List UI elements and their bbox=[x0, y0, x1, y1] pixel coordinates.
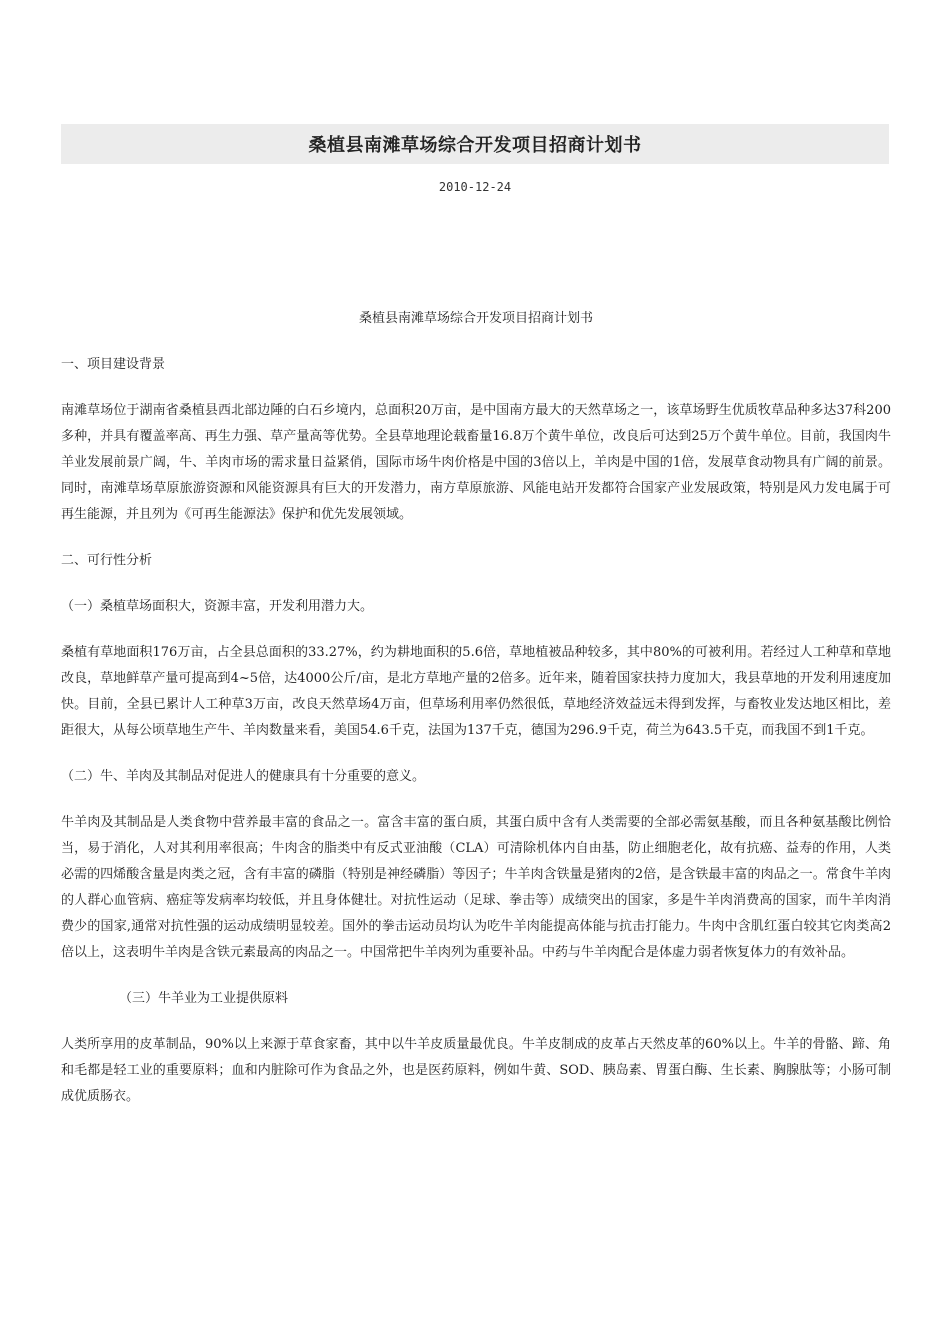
paragraph-health: 牛羊肉及其制品是人类食物中营养最丰富的食品之一。富含丰富的蛋白质，其蛋白质中含有人类需要的全部必需氨基酸，而且各种氨基酸比例恰当，易于消化，人对其利用率很高；牛肉含的脂类中有反式亚油酸（CLA）可清除机体内自由基，防止细胞老化，故有抗癌、益寿的作用，人类必需的四烯酸含量是肉类之冠，含有丰富的磷脂（特别是神经磷脂）等因子；牛羊肉含铁量是猪肉的2倍，是含铁最丰富的肉品之一。常食牛羊肉的人群心血管病、癌症等发病率均较低，并且身体健壮。对抗性运动（足球、拳击等）成绩突出的国家，多是牛羊肉消费高的国家，而牛羊肉消费少的国家,通常对抗性强的运动成绩明显较差。国外的拳击运动员均认为吃牛羊肉能提高体能与抗击打能力。牛肉中含肌红蛋白较其它肉类高2倍以上，这表明牛羊肉是含铁元素最高的肉品之一。中国常把牛羊肉列为重要补品。中药与牛羊肉配合是体虚力弱者恢复体力的有效补品。 bbox=[61, 815, 891, 960]
article-body bbox=[61, 306, 891, 1130]
section-heading-background: 一、项目建设背景 bbox=[61, 357, 166, 372]
publish-date: 2010-12-24 bbox=[438, 180, 512, 194]
subheading-industry: （三）牛羊业为工业提供原料 bbox=[119, 991, 289, 1006]
subheading-health: （二）牛、羊肉及其制品对促进人的健康具有十分重要的意义。 bbox=[61, 769, 426, 784]
paragraph-background: 南滩草场位于湖南省桑植县西北部边陲的白石乡境内，总面积20万亩，是中国南方最大的天然草场之一，该草场野生优质牧草品种多达37科200多种，并具有覆盖率高、再生力强、草产量高等优势。全县草地理论载畜量16.8万个黄牛单位，改良后可达到25万个黄牛单位。目前，我国肉牛羊业发展前景广阔，牛、羊肉市场的需求量日益紧俏，国际市场牛肉价格是中国的3倍以上，羊肉是中国的1倍，发展草食动物具有广阔的前景。同时，南滩草场草原旅游资源和风能资源具有巨大的开发潜力，南方草原旅游、风能电站开发都符合国家产业发展政策，特别是风力发电属于可再生能源，并且列为《可再生能源法》保护和优先发展领域。 bbox=[61, 403, 891, 522]
section-heading-feasibility: 二、可行性分析 bbox=[61, 553, 153, 568]
article-subtitle: 桑植县南滩草场综合开发项目招商计划书 bbox=[358, 311, 593, 326]
paragraph-industry: 人类所享用的皮革制品，90%以上来源于草食家畜，其中以牛羊皮质量最优良。牛羊皮制成的皮革占天然皮革的60%以上。牛羊的骨骼、蹄、角和毛都是轻工业的重要原料；血和内脏除可作为食品之外，也是医药原料，例如牛黄、SOD、胰岛素、胃蛋白酶、生长素、胸腺肽等；小肠可制成优质肠衣。 bbox=[61, 1037, 891, 1104]
subheading-grassland: （一）桑植草场面积大，资源丰富，开发利用潜力大。 bbox=[61, 599, 374, 614]
title-bar bbox=[61, 124, 889, 164]
paragraph-grassland: 桑植有草地面积176万亩，占全县总面积的33.27%，约为耕地面积的5.6倍，草地植被品种较多，其中80%的可被利用。若经过人工种草和草地改良，草地鲜草产量可提高到4~5倍，达4000公斤/亩，是北方草地产量的2倍多。近年来，随着国家扶持力度加大，我县草地的开发利用速度加快。目前，全县已累计人工种草3万亩，改良天然草场4万亩，但草场利用率仍然很低，草地经济效益远未得到发挥，与畜牧业发达地区相比，差距很大，从每公顷草地生产牛、羊肉数量来看，美国54.6千克，法国为137千克，德国为296.9千克，荷兰为643.5千克，而我国不到1千克。 bbox=[61, 645, 891, 738]
page-title: 桑植县南滩草场综合开发项目招商计划书 bbox=[308, 135, 642, 156]
